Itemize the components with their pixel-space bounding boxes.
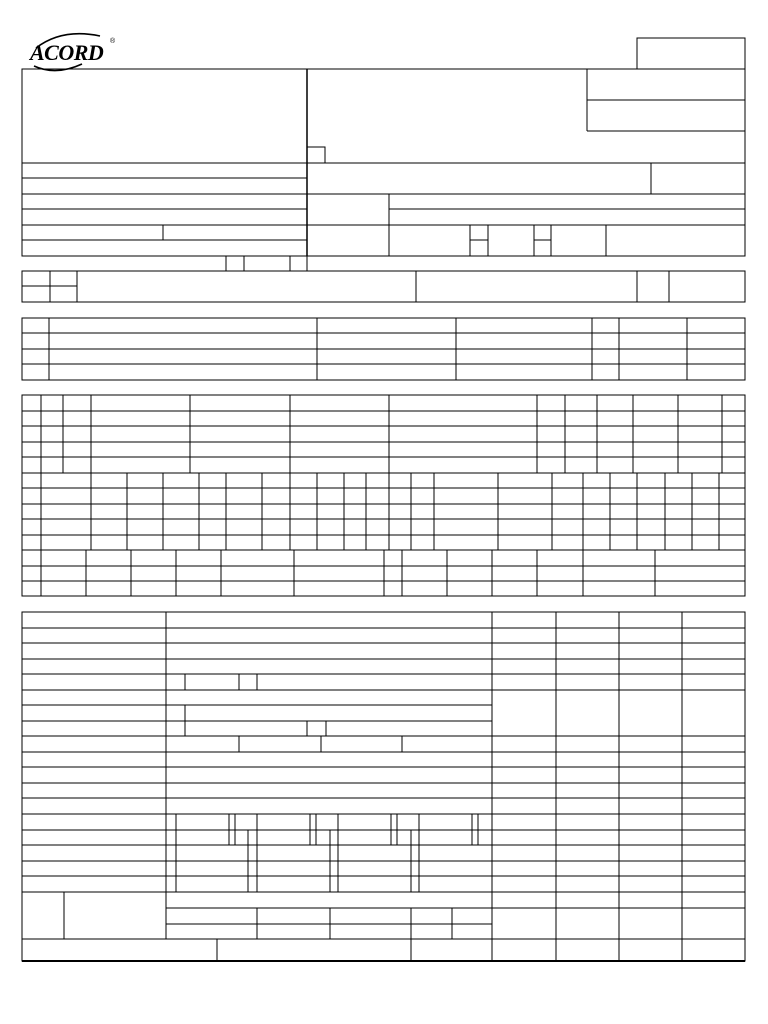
header-tab[interactable] bbox=[290, 256, 307, 271]
header-small-box[interactable] bbox=[307, 147, 325, 163]
section-detail[interactable] bbox=[22, 612, 745, 961]
logo-registered-mark: ® bbox=[110, 38, 116, 45]
date-box[interactable] bbox=[637, 38, 745, 69]
header-tab[interactable] bbox=[226, 256, 244, 271]
header-tab[interactable] bbox=[244, 256, 290, 271]
logo-wordmark: ACORD bbox=[30, 40, 104, 65]
